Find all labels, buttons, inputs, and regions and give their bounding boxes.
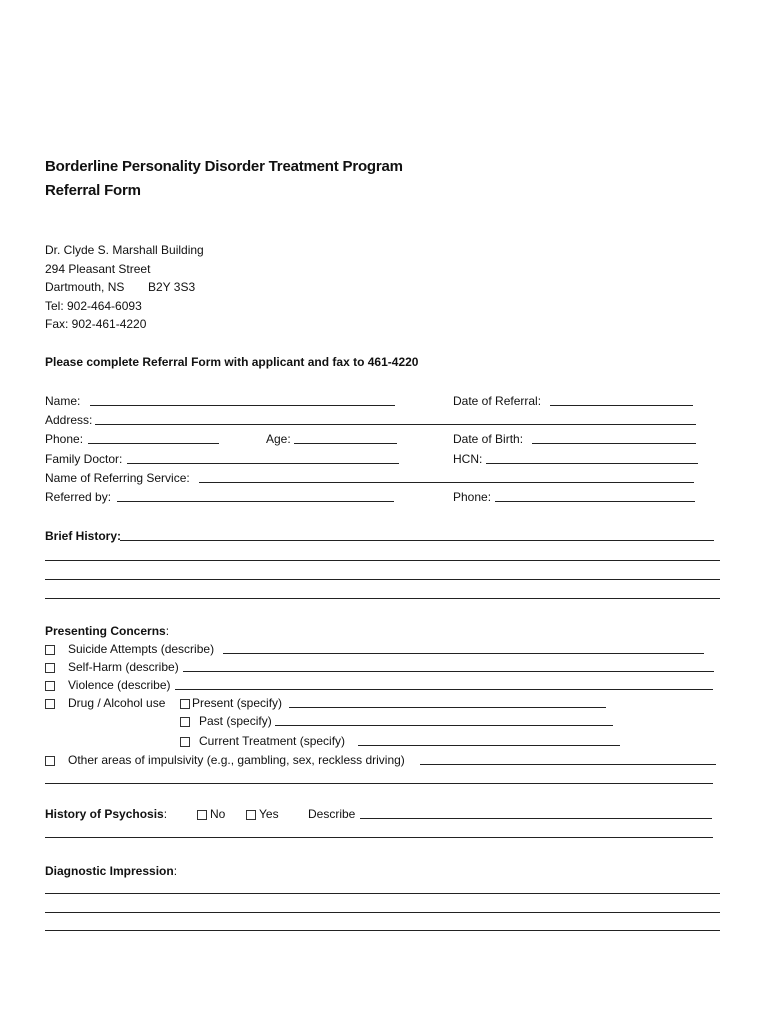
drug-label: Drug / Alcohol use	[68, 696, 166, 710]
age-field[interactable]	[294, 443, 397, 444]
address-label: Address:	[45, 413, 93, 427]
address-building: Dr. Clyde S. Marshall Building	[45, 243, 204, 257]
psychosis-label: History of Psychosis	[45, 807, 164, 821]
past-checkbox[interactable]	[180, 717, 190, 727]
phone2-label: Phone:	[453, 490, 492, 504]
brief-history-label: Brief History:	[45, 529, 122, 543]
hcn-field[interactable]	[486, 463, 698, 464]
self-harm-checkbox[interactable]	[45, 663, 55, 673]
violence-field[interactable]	[175, 689, 713, 690]
current-label: Current Treatment (specify)	[199, 734, 346, 748]
name-field[interactable]	[90, 405, 395, 406]
brief-history-line-2[interactable]	[45, 560, 720, 561]
brief-history-line-3[interactable]	[45, 579, 720, 580]
psychosis-colon: :	[163, 807, 168, 821]
referred-by-label: Referred by:	[45, 490, 112, 504]
current-field[interactable]	[358, 745, 620, 746]
instruction-text: Please complete Referral Form with applicant and fax to 461-4220	[45, 355, 419, 369]
date-of-birth-field[interactable]	[532, 443, 696, 444]
address-city: Dartmouth, NS	[45, 280, 125, 294]
suicide-field[interactable]	[223, 653, 704, 654]
referring-service-label: Name of Referring Service:	[45, 471, 190, 485]
other-checkbox[interactable]	[45, 756, 55, 766]
diagnostic-colon: :	[173, 864, 178, 878]
diagnostic-line-2[interactable]	[45, 912, 720, 913]
date-of-referral-label: Date of Referral:	[453, 394, 542, 408]
present-label: Present (specify)	[192, 696, 283, 710]
presenting-concerns-label: Presenting Concerns	[45, 624, 166, 638]
self-harm-field[interactable]	[183, 671, 714, 672]
present-checkbox[interactable]	[180, 699, 190, 709]
psychosis-describe-line-2[interactable]	[45, 837, 713, 838]
psychosis-no-checkbox[interactable]	[197, 810, 207, 820]
family-doctor-field[interactable]	[127, 463, 399, 464]
psychosis-no-label: No	[210, 807, 226, 821]
violence-label: Violence (describe)	[68, 678, 171, 692]
form-title-line1: Borderline Personality Disorder Treatment Program	[45, 158, 403, 175]
presenting-concerns-colon: :	[165, 624, 170, 638]
current-checkbox[interactable]	[180, 737, 190, 747]
name-label: Name:	[45, 394, 81, 408]
phone-label: Phone:	[45, 432, 84, 446]
suicide-label: Suicide Attempts (describe)	[68, 642, 215, 656]
phone-field[interactable]	[88, 443, 219, 444]
address-street: 294 Pleasant Street	[45, 262, 151, 276]
psychosis-yes-checkbox[interactable]	[246, 810, 256, 820]
diagnostic-heading	[45, 864, 177, 878]
psychosis-heading	[45, 807, 167, 821]
diagnostic-label: Diagnostic Impression	[45, 864, 174, 878]
address-fax: Fax: 902-461-4220	[45, 317, 147, 331]
drug-checkbox[interactable]	[45, 699, 55, 709]
address-postal: B2Y 3S3	[148, 280, 196, 294]
address-field[interactable]	[95, 424, 696, 425]
psychosis-describe-field[interactable]	[360, 818, 712, 819]
referring-service-field[interactable]	[199, 482, 694, 483]
diagnostic-line-1[interactable]	[45, 893, 720, 894]
form-title-line2: Referral Form	[45, 182, 141, 199]
presenting-concerns-heading	[45, 624, 169, 638]
other-field[interactable]	[420, 764, 716, 765]
self-harm-label: Self-Harm (describe)	[68, 660, 179, 674]
referred-by-field[interactable]	[117, 501, 394, 502]
psychosis-yes-label: Yes	[259, 807, 279, 821]
brief-history-line-1[interactable]	[120, 540, 714, 541]
hcn-label: HCN:	[453, 452, 483, 466]
address-tel: Tel: 902-464-6093	[45, 299, 142, 313]
violence-checkbox[interactable]	[45, 681, 55, 691]
diagnostic-line-3[interactable]	[45, 930, 720, 931]
other-label: Other areas of impulsivity (e.g., gambling, sex, reckless driving)	[68, 753, 405, 767]
present-field[interactable]	[289, 707, 606, 708]
phone2-field[interactable]	[495, 501, 695, 502]
other-field-line-2[interactable]	[45, 783, 713, 784]
date-of-birth-label: Date of Birth:	[453, 432, 524, 446]
age-label: Age:	[266, 432, 291, 446]
brief-history-line-4[interactable]	[45, 598, 720, 599]
family-doctor-label: Family Doctor:	[45, 452, 123, 466]
date-of-referral-field[interactable]	[550, 405, 693, 406]
suicide-checkbox[interactable]	[45, 645, 55, 655]
past-field[interactable]	[275, 725, 613, 726]
psychosis-describe-label: Describe	[308, 807, 356, 821]
past-label: Past (specify)	[199, 714, 272, 728]
